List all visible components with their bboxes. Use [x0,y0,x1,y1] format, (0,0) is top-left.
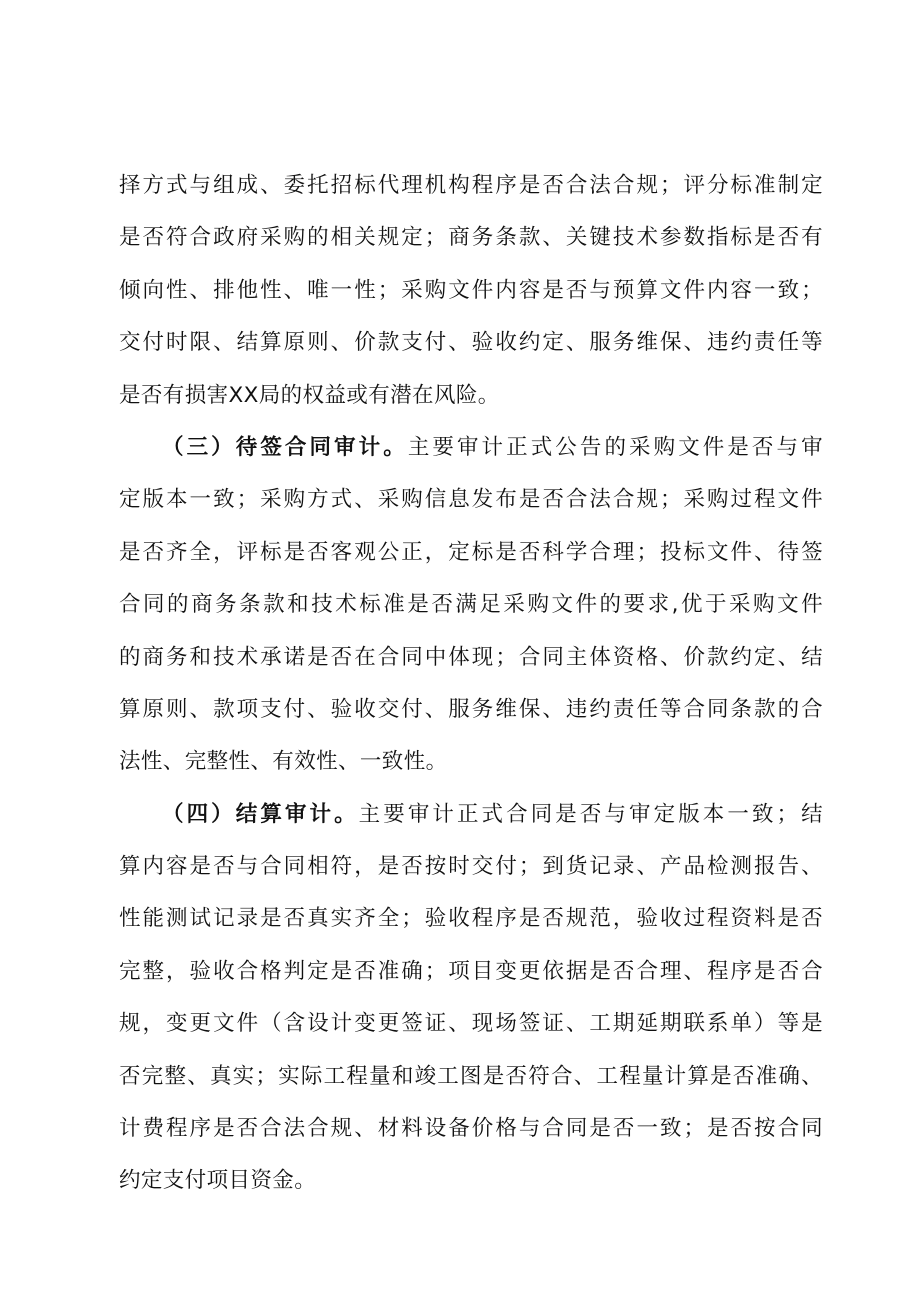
paragraph-line: 法性、完整性、有效性、一致性。 [119,749,448,775]
paragraph-line: 倾向性、排他性、唯一性；采购文件内容是否与预算文件内容一致； [119,277,823,303]
paragraph-line: 计费程序是否合法合规、材料设备价格与合同是否一致；是否按合同 [119,1116,823,1142]
paragraph-line: 算原则、款项支付、验收交付、服务维保、违约责任等合同条款的合 [119,696,823,722]
paragraph-line: 是否有损害XX局的权益或有潜在风险。 [119,382,500,408]
paragraph-line: 合同的商务条款和技术标准是否满足采购文件的要求,优于采购文件 [119,592,823,618]
paragraph-line: 约定支付项目资金。 [119,1168,317,1194]
paragraph-line: 否完整、真实；实际工程量和竣工图是否符合、工程量计算是否准确、 [119,1063,823,1089]
section-heading: （四）结算审计。 [162,801,359,827]
paragraph-line: 择方式与组成、委托招标代理机构程序是否合法合规；评分标准制定 [119,173,823,198]
paragraph-line: 是否齐全，评标是否客观公正，定标是否科学合理；投标文件、待签 [119,539,823,565]
paragraph-line: 完整，验收合格判定是否准确；项目变更依据是否合理、程序是否合 [119,958,823,984]
paragraph-line: 算内容是否与合同相符，是否按时交付；到货记录、产品检测报告、 [119,854,823,880]
section-first-line [119,422,823,474]
paragraph-line: 定版本一致；采购方式、采购信息发布是否合法合规；采购过程文件 [119,487,823,513]
paragraph-line: 是否符合政府采购的相关规定；商务条款、关键技术参数指标是否有 [119,225,823,251]
section-first-line-text: 主要审计正式合同是否与审定版本一致；结 [358,801,824,827]
paragraph-line: 性能测试记录是否真实齐全；验收程序是否规范，验收过程资料是否 [119,906,823,932]
section-heading: （三）待签合同审计。 [162,434,408,460]
document-body [119,160,823,1208]
paragraph-line: 规，变更文件（含设计变更签证、现场签证、工期延期联系单）等是 [119,1011,823,1037]
paragraph-line: 的商务和技术承诺是否在合同中体现；合同主体资格、价款约定、结 [119,644,823,670]
section-first-line [119,789,823,841]
paragraph-line: 交付时限、结算原则、价款支付、验收约定、服务维保、违约责任等 [119,330,823,356]
section-first-line-text: 主要审计正式公告的采购文件是否与审 [407,434,823,460]
